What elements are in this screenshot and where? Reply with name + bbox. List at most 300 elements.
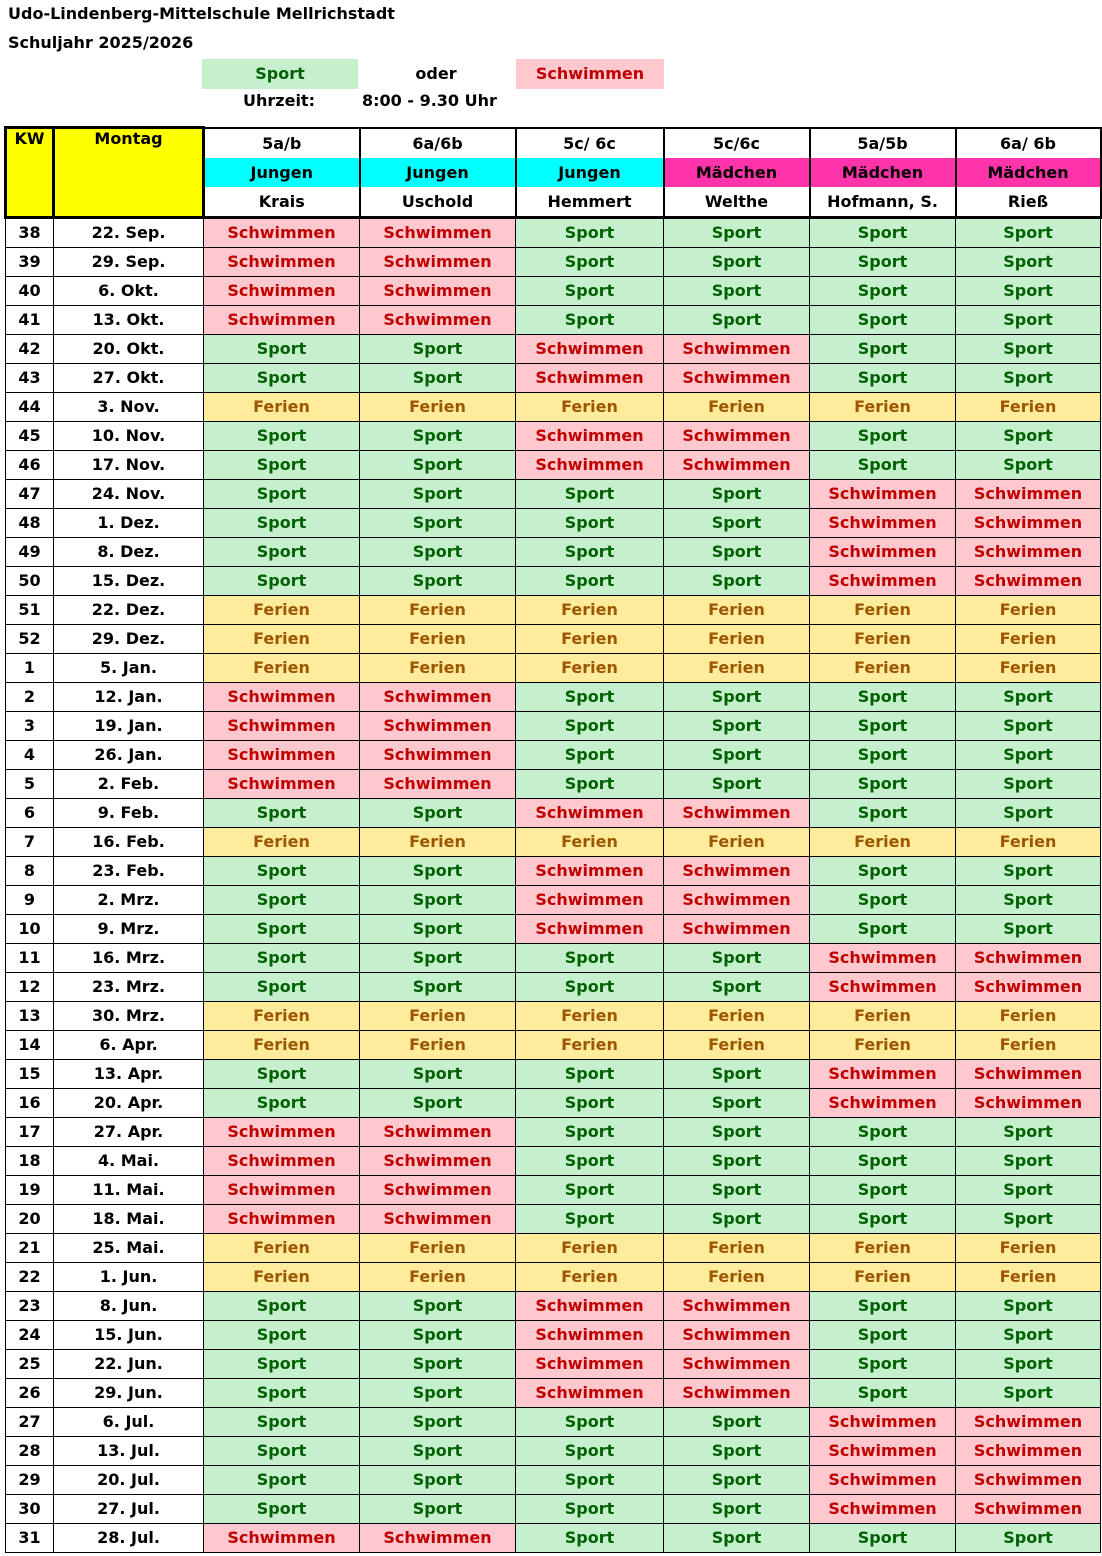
activity-cell: Schwimmen	[516, 914, 664, 943]
table-row	[6, 769, 1101, 798]
activity-cell: Schwimmen	[204, 740, 360, 769]
activity-cell: Ferien	[664, 1262, 810, 1291]
activity-cell: Ferien	[360, 1262, 516, 1291]
activity-cell: Ferien	[204, 827, 360, 856]
activity-cell: Schwimmen	[956, 1059, 1101, 1088]
activity-cell: Ferien	[810, 1262, 956, 1291]
activity-cell: Sport	[360, 508, 516, 537]
activity-cell: Sport	[810, 769, 956, 798]
kw-cell: 31	[6, 1523, 54, 1552]
activity-cell: Sport	[810, 1146, 956, 1175]
activity-cell: Schwimmen	[204, 217, 360, 247]
activity-cell: Ferien	[360, 1001, 516, 1030]
time-value: 8:00 - 9.30 Uhr	[362, 91, 497, 110]
activity-cell: Schwimmen	[204, 247, 360, 276]
date-cell: 23. Feb.	[54, 856, 204, 885]
activity-cell: Schwimmen	[360, 276, 516, 305]
activity-cell: Ferien	[956, 624, 1101, 653]
activity-cell: Ferien	[516, 1001, 664, 1030]
activity-cell: Sport	[516, 711, 664, 740]
activity-cell: Ferien	[664, 1001, 810, 1030]
activity-cell: Schwimmen	[810, 508, 956, 537]
activity-cell: Sport	[360, 1465, 516, 1494]
activity-cell: Schwimmen	[956, 508, 1101, 537]
activity-cell: Sport	[810, 421, 956, 450]
kw-cell: 8	[6, 856, 54, 885]
activity-cell: Ferien	[810, 595, 956, 624]
activity-cell: Sport	[360, 421, 516, 450]
activity-cell: Sport	[956, 305, 1101, 334]
activity-cell: Schwimmen	[664, 334, 810, 363]
table-row	[6, 1494, 1101, 1523]
day-header: Montag	[54, 128, 204, 218]
activity-cell: Sport	[664, 769, 810, 798]
table-row	[6, 1378, 1101, 1407]
table-row	[6, 247, 1101, 276]
table-row	[6, 1030, 1101, 1059]
school-title: Udo-Lindenberg-Mittelschule Mellrichstadt	[8, 4, 395, 23]
activity-cell: Sport	[664, 1204, 810, 1233]
activity-cell: Sport	[956, 1204, 1101, 1233]
activity-cell: Sport	[810, 217, 956, 247]
activity-cell: Ferien	[360, 1030, 516, 1059]
activity-cell: Sport	[664, 1175, 810, 1204]
activity-cell: Ferien	[810, 1001, 956, 1030]
activity-cell: Schwimmen	[516, 798, 664, 827]
table-row	[6, 856, 1101, 885]
activity-cell: Schwimmen	[956, 1436, 1101, 1465]
activity-cell: Ferien	[516, 827, 664, 856]
activity-cell: Schwimmen	[204, 276, 360, 305]
activity-cell: Ferien	[516, 595, 664, 624]
kw-cell: 2	[6, 682, 54, 711]
activity-cell: Sport	[664, 1117, 810, 1146]
activity-cell: Sport	[810, 1117, 956, 1146]
date-cell: 22. Sep.	[54, 217, 204, 247]
teacher-header: Hofmann, S.	[810, 187, 956, 218]
activity-cell: Schwimmen	[516, 421, 664, 450]
class-header: 6a/6b	[360, 128, 516, 158]
kw-cell: 51	[6, 595, 54, 624]
activity-cell: Schwimmen	[516, 856, 664, 885]
date-cell: 30. Mrz.	[54, 1001, 204, 1030]
activity-cell: Sport	[516, 566, 664, 595]
activity-cell: Sport	[360, 1088, 516, 1117]
date-cell: 22. Dez.	[54, 595, 204, 624]
activity-cell: Sport	[204, 479, 360, 508]
activity-cell: Schwimmen	[516, 363, 664, 392]
activity-cell: Sport	[810, 276, 956, 305]
activity-cell: Ferien	[664, 1233, 810, 1262]
activity-cell: Schwimmen	[956, 943, 1101, 972]
kw-cell: 44	[6, 392, 54, 421]
activity-cell: Sport	[956, 769, 1101, 798]
date-cell: 26. Jan.	[54, 740, 204, 769]
date-cell: 15. Jun.	[54, 1320, 204, 1349]
activity-cell: Ferien	[516, 1233, 664, 1262]
table-row	[6, 1204, 1101, 1233]
activity-cell: Ferien	[516, 1262, 664, 1291]
activity-cell: Schwimmen	[664, 1378, 810, 1407]
activity-cell: Schwimmen	[360, 1146, 516, 1175]
activity-cell: Sport	[664, 537, 810, 566]
kw-cell: 7	[6, 827, 54, 856]
activity-cell: Sport	[204, 363, 360, 392]
activity-cell: Ferien	[956, 392, 1101, 421]
activity-cell: Schwimmen	[360, 1204, 516, 1233]
activity-cell: Ferien	[204, 1262, 360, 1291]
activity-cell: Schwimmen	[204, 682, 360, 711]
activity-cell: Schwimmen	[810, 1407, 956, 1436]
schedule-body	[6, 217, 1101, 1552]
activity-cell: Schwimmen	[516, 1349, 664, 1378]
table-row	[6, 1465, 1101, 1494]
activity-cell: Schwimmen	[664, 1349, 810, 1378]
activity-cell: Ferien	[360, 1233, 516, 1262]
kw-cell: 39	[6, 247, 54, 276]
date-cell: 24. Nov.	[54, 479, 204, 508]
legend-oder: oder	[415, 64, 457, 83]
activity-cell: Sport	[360, 537, 516, 566]
legend-sport: Sport	[202, 59, 358, 89]
date-cell: 18. Mai.	[54, 1204, 204, 1233]
activity-cell: Sport	[664, 305, 810, 334]
table-row	[6, 1001, 1101, 1030]
activity-cell: Sport	[664, 1407, 810, 1436]
activity-cell: Ferien	[664, 624, 810, 653]
activity-cell: Sport	[956, 1320, 1101, 1349]
activity-cell: Sport	[810, 1204, 956, 1233]
table-row	[6, 914, 1101, 943]
activity-cell: Sport	[204, 421, 360, 450]
kw-cell: 46	[6, 450, 54, 479]
activity-cell: Ferien	[516, 653, 664, 682]
kw-cell: 9	[6, 885, 54, 914]
table-row	[6, 537, 1101, 566]
activity-cell: Schwimmen	[360, 1175, 516, 1204]
activity-cell: Schwimmen	[204, 769, 360, 798]
kw-cell: 43	[6, 363, 54, 392]
date-cell: 1. Dez.	[54, 508, 204, 537]
activity-cell: Sport	[360, 450, 516, 479]
table-row	[6, 566, 1101, 595]
activity-cell: Ferien	[664, 392, 810, 421]
teacher-header: Rieß	[956, 187, 1101, 218]
activity-cell: Ferien	[204, 653, 360, 682]
activity-cell: Sport	[204, 566, 360, 595]
activity-cell: Sport	[810, 798, 956, 827]
table-row	[6, 392, 1101, 421]
activity-cell: Sport	[516, 479, 664, 508]
group-header: Jungen	[204, 158, 360, 187]
kw-cell: 23	[6, 1291, 54, 1320]
table-row	[6, 740, 1101, 769]
kw-cell: 16	[6, 1088, 54, 1117]
activity-cell: Sport	[956, 1175, 1101, 1204]
table-row	[6, 479, 1101, 508]
kw-cell: 19	[6, 1175, 54, 1204]
kw-cell: 50	[6, 566, 54, 595]
kw-cell: 14	[6, 1030, 54, 1059]
date-cell: 29. Sep.	[54, 247, 204, 276]
activity-cell: Ferien	[810, 392, 956, 421]
class-header: 6a/ 6b	[956, 128, 1101, 158]
activity-cell: Schwimmen	[360, 217, 516, 247]
activity-cell: Ferien	[956, 653, 1101, 682]
kw-cell: 25	[6, 1349, 54, 1378]
activity-cell: Schwimmen	[956, 1494, 1101, 1523]
activity-cell: Sport	[516, 1175, 664, 1204]
activity-cell: Sport	[664, 479, 810, 508]
activity-cell: Ferien	[204, 392, 360, 421]
table-row	[6, 885, 1101, 914]
activity-cell: Sport	[360, 1059, 516, 1088]
activity-cell: Schwimmen	[360, 682, 516, 711]
activity-cell: Ferien	[204, 624, 360, 653]
date-cell: 29. Jun.	[54, 1378, 204, 1407]
kw-cell: 1	[6, 653, 54, 682]
activity-cell: Sport	[516, 1146, 664, 1175]
date-cell: 15. Dez.	[54, 566, 204, 595]
activity-cell: Sport	[516, 247, 664, 276]
activity-cell: Sport	[810, 1291, 956, 1320]
activity-cell: Schwimmen	[360, 1523, 516, 1552]
table-row	[6, 217, 1101, 247]
kw-cell: 40	[6, 276, 54, 305]
kw-cell: 15	[6, 1059, 54, 1088]
activity-cell: Schwimmen	[956, 1088, 1101, 1117]
activity-cell: Sport	[956, 1523, 1101, 1552]
table-row	[6, 1291, 1101, 1320]
date-cell: 2. Mrz.	[54, 885, 204, 914]
activity-cell: Sport	[204, 508, 360, 537]
header-row-class	[6, 128, 1101, 158]
kw-cell: 42	[6, 334, 54, 363]
date-cell: 27. Okt.	[54, 363, 204, 392]
activity-cell: Sport	[810, 1349, 956, 1378]
activity-cell: Schwimmen	[360, 305, 516, 334]
activity-cell: Ferien	[360, 595, 516, 624]
activity-cell: Sport	[360, 1494, 516, 1523]
activity-cell: Sport	[204, 537, 360, 566]
table-row	[6, 1175, 1101, 1204]
activity-cell: Schwimmen	[664, 421, 810, 450]
activity-cell: Sport	[204, 885, 360, 914]
activity-cell: Ferien	[810, 653, 956, 682]
group-header: Mädchen	[664, 158, 810, 187]
kw-cell: 4	[6, 740, 54, 769]
table-row	[6, 1088, 1101, 1117]
table-row	[6, 276, 1101, 305]
activity-cell: Sport	[360, 1436, 516, 1465]
activity-cell: Schwimmen	[664, 798, 810, 827]
kw-cell: 10	[6, 914, 54, 943]
class-header: 5a/b	[204, 128, 360, 158]
activity-cell: Schwimmen	[360, 769, 516, 798]
date-cell: 5. Jan.	[54, 653, 204, 682]
activity-cell: Ferien	[810, 1233, 956, 1262]
activity-cell: Sport	[810, 247, 956, 276]
activity-cell: Ferien	[956, 1030, 1101, 1059]
activity-cell: Sport	[810, 1523, 956, 1552]
date-cell: 27. Jul.	[54, 1494, 204, 1523]
activity-cell: Sport	[810, 856, 956, 885]
activity-cell: Sport	[956, 885, 1101, 914]
table-row	[6, 421, 1101, 450]
table-row	[6, 363, 1101, 392]
activity-cell: Sport	[810, 885, 956, 914]
activity-cell: Sport	[516, 1436, 664, 1465]
activity-cell: Schwimmen	[360, 740, 516, 769]
group-header: Mädchen	[956, 158, 1101, 187]
activity-cell: Sport	[810, 363, 956, 392]
activity-cell: Sport	[204, 1320, 360, 1349]
activity-cell: Sport	[204, 1059, 360, 1088]
activity-cell: Sport	[664, 566, 810, 595]
date-cell: 29. Dez.	[54, 624, 204, 653]
date-cell: 11. Mai.	[54, 1175, 204, 1204]
activity-cell: Sport	[360, 856, 516, 885]
class-header: 5c/ 6c	[516, 128, 664, 158]
activity-cell: Ferien	[360, 653, 516, 682]
activity-cell: Schwimmen	[956, 566, 1101, 595]
activity-cell: Ferien	[360, 827, 516, 856]
activity-cell: Sport	[664, 1465, 810, 1494]
activity-cell: Schwimmen	[204, 1204, 360, 1233]
activity-cell: Sport	[204, 943, 360, 972]
activity-cell: Sport	[516, 305, 664, 334]
kw-cell: 49	[6, 537, 54, 566]
kw-cell: 3	[6, 711, 54, 740]
table-row	[6, 1233, 1101, 1262]
kw-cell: 12	[6, 972, 54, 1001]
activity-cell: Ferien	[664, 595, 810, 624]
date-cell: 20. Apr.	[54, 1088, 204, 1117]
activity-cell: Sport	[664, 508, 810, 537]
activity-cell: Sport	[956, 1349, 1101, 1378]
activity-cell: Schwimmen	[810, 972, 956, 1001]
activity-cell: Schwimmen	[810, 537, 956, 566]
date-cell: 22. Jun.	[54, 1349, 204, 1378]
activity-cell: Schwimmen	[360, 1117, 516, 1146]
activity-cell: Ferien	[204, 595, 360, 624]
activity-cell: Schwimmen	[204, 305, 360, 334]
activity-cell: Schwimmen	[810, 1494, 956, 1523]
activity-cell: Sport	[516, 943, 664, 972]
activity-cell: Ferien	[664, 827, 810, 856]
activity-cell: Schwimmen	[516, 1378, 664, 1407]
activity-cell: Sport	[204, 334, 360, 363]
activity-cell: Sport	[664, 217, 810, 247]
activity-cell: Sport	[810, 1320, 956, 1349]
activity-cell: Sport	[810, 740, 956, 769]
activity-cell: Sport	[360, 1407, 516, 1436]
date-cell: 4. Mai.	[54, 1146, 204, 1175]
activity-cell: Sport	[516, 972, 664, 1001]
activity-cell: Sport	[810, 914, 956, 943]
activity-cell: Sport	[204, 1378, 360, 1407]
teacher-header: Krais	[204, 187, 360, 218]
activity-cell: Ferien	[360, 624, 516, 653]
activity-cell: Schwimmen	[956, 537, 1101, 566]
date-cell: 12. Jan.	[54, 682, 204, 711]
table-row	[6, 1117, 1101, 1146]
activity-cell: Sport	[810, 450, 956, 479]
table-row	[6, 682, 1101, 711]
date-cell: 16. Feb.	[54, 827, 204, 856]
class-header: 5c/6c	[664, 128, 810, 158]
activity-cell: Sport	[516, 1407, 664, 1436]
activity-cell: Sport	[516, 769, 664, 798]
activity-cell: Schwimmen	[810, 1465, 956, 1494]
group-header: Mädchen	[810, 158, 956, 187]
activity-cell: Sport	[360, 914, 516, 943]
activity-cell: Sport	[360, 566, 516, 595]
activity-cell: Ferien	[664, 653, 810, 682]
activity-cell: Sport	[360, 1349, 516, 1378]
activity-cell: Sport	[204, 1088, 360, 1117]
activity-cell: Ferien	[810, 624, 956, 653]
date-cell: 9. Feb.	[54, 798, 204, 827]
date-cell: 25. Mai.	[54, 1233, 204, 1262]
table-row	[6, 827, 1101, 856]
activity-cell: Schwimmen	[956, 479, 1101, 508]
activity-cell: Ferien	[516, 1030, 664, 1059]
activity-cell: Ferien	[810, 827, 956, 856]
activity-cell: Sport	[956, 421, 1101, 450]
activity-cell: Sport	[664, 972, 810, 1001]
activity-cell: Schwimmen	[810, 1088, 956, 1117]
kw-cell: 6	[6, 798, 54, 827]
activity-cell: Sport	[664, 1088, 810, 1117]
activity-cell: Schwimmen	[810, 1059, 956, 1088]
table-row	[6, 943, 1101, 972]
kw-cell: 11	[6, 943, 54, 972]
kw-cell: 45	[6, 421, 54, 450]
table-row	[6, 1059, 1101, 1088]
activity-cell: Sport	[810, 1175, 956, 1204]
table-row	[6, 1407, 1101, 1436]
date-cell: 6. Jul.	[54, 1407, 204, 1436]
activity-cell: Sport	[516, 682, 664, 711]
activity-cell: Schwimmen	[204, 711, 360, 740]
kw-cell: 47	[6, 479, 54, 508]
activity-cell: Ferien	[204, 1001, 360, 1030]
table-row	[6, 305, 1101, 334]
activity-cell: Sport	[664, 740, 810, 769]
group-header: Jungen	[516, 158, 664, 187]
activity-cell: Sport	[956, 276, 1101, 305]
activity-cell: Ferien	[956, 827, 1101, 856]
teacher-header: Uschold	[360, 187, 516, 218]
activity-cell: Sport	[360, 972, 516, 1001]
date-cell: 2. Feb.	[54, 769, 204, 798]
activity-cell: Sport	[516, 1523, 664, 1552]
activity-cell: Schwimmen	[956, 1465, 1101, 1494]
activity-cell: Sport	[360, 943, 516, 972]
activity-cell: Sport	[956, 1117, 1101, 1146]
time-label: Uhrzeit:	[243, 91, 315, 110]
activity-cell: Sport	[956, 450, 1101, 479]
activity-cell: Sport	[516, 508, 664, 537]
table-row	[6, 798, 1101, 827]
table-row	[6, 653, 1101, 682]
table-row	[6, 1523, 1101, 1552]
date-cell: 13. Jul.	[54, 1436, 204, 1465]
activity-cell: Sport	[956, 1378, 1101, 1407]
activity-cell: Sport	[956, 1291, 1101, 1320]
activity-cell: Sport	[956, 334, 1101, 363]
